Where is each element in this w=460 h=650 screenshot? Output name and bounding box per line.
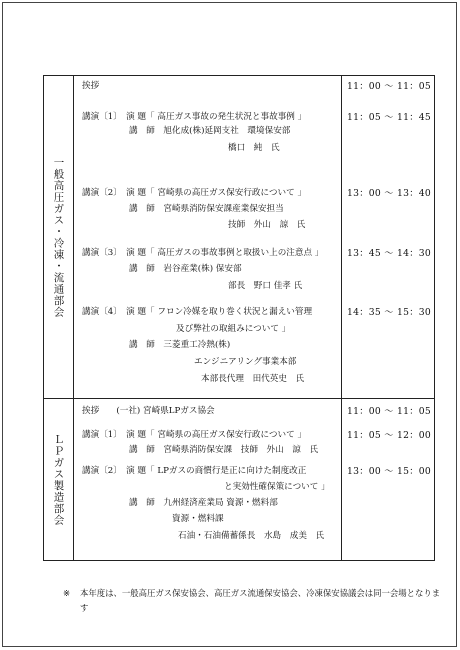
lp-lecture-2-speaker-org: 講 師 九州経済産業局 資源・燃料部 [129, 498, 278, 508]
lp-lecture-2-title-1: 講演〔2〕 演 題「 LPガスの商慣行是正に向けた制度改正 [82, 466, 307, 476]
lecture-2-title: 講演〔2〕 演 題「 宮崎県の高圧ガス保安行政について 」 [82, 188, 307, 198]
lp-lecture-2-title-2: と実効性確保策について 」 [224, 482, 330, 492]
lp-lecture-2-time: 13：00 〜 15：00 [347, 466, 432, 477]
lecture-1-title: 講演〔1〕 演 題「 高圧ガス事故の発生状況と事故事例 」 [82, 112, 307, 122]
greeting-label: 挨拶 [82, 81, 100, 91]
lp-lecture-1-title: 講演〔1〕 演 題「 宮崎県の高圧ガス保安行政について 」 [82, 430, 307, 440]
greeting-time: 11：00 〜 11：05 [347, 81, 432, 92]
lecture-3-speaker-org: 講 師 岩谷産業(株) 保安部 [129, 264, 242, 274]
lecture-4-speaker-org: 講 師 三菱重工冷熱(株) [129, 340, 231, 350]
lecture-4-title-1: 講演〔4〕 演 題「 フロン冷媒を取り巻く状況と漏えい管理 [82, 307, 313, 317]
lecture-1-speaker-name: 橋口 純 氏 [228, 143, 280, 153]
program-table [43, 75, 435, 561]
lp-greeting-time: 11：00 〜 11：05 [347, 406, 432, 417]
lecture-1-speaker-org: 講 師 旭化成(株)延岡支社 環境保安部 [129, 126, 291, 136]
lecture-4-speaker-name: 本部長代理 田代英史 氏 [201, 374, 305, 384]
lecture-2-speaker-org: 講 師 宮崎県消防保安課産業保安担当 [129, 204, 284, 214]
lp-lecture-1-speaker: 講 師 宮崎県消防保安課 技師 外山 諒 氏 [129, 445, 319, 455]
lecture-4-title-2: 及び弊社の取組みについて 」 [176, 324, 291, 334]
lecture-1-time: 11：05 〜 11：45 [347, 112, 432, 123]
footnote-text: 本年度は、一般高圧ガス保安協会、高圧ガス流通保安協会、冷凍保安協議会は同一会場となります [80, 588, 441, 613]
lecture-4-speaker-dept: エンジニアリング事業本部 [194, 357, 297, 367]
time-column-divider [341, 76, 342, 560]
lecture-3-time: 13：45 〜 14：30 [347, 248, 432, 259]
lecture-4-time: 14：35 〜 15：30 [347, 307, 432, 318]
section-label-general: 一般高圧ガス・冷凍・流通部会 [52, 156, 65, 318]
section-label-lpgas: ＬＰガス製造部会 [52, 434, 65, 526]
footnote-mark: ※ [63, 588, 71, 598]
lecture-2-speaker-name: 技師 外山 諒 氏 [228, 220, 306, 230]
lp-lecture-2-speaker-name: 石油・石油備蓄係長 水島 成美 氏 [178, 531, 325, 541]
lecture-3-title: 講演〔3〕 演 題「 高圧ガスの事故事例と取扱い上の注意点 」 [82, 248, 324, 258]
lecture-3-speaker-name: 部長 野口 佳孝 氏 [228, 281, 303, 291]
lp-greeting-label: 挨拶 (一社) 宮崎県LPガス協会 [82, 406, 215, 416]
footnote [63, 586, 443, 616]
lp-lecture-2-speaker-dept: 資源・燃料課 [172, 514, 224, 524]
section-divider [44, 398, 434, 399]
lp-lecture-1-time: 11：05 〜 12：00 [347, 430, 432, 441]
lecture-2-time: 13：00 〜 13：40 [347, 188, 432, 199]
